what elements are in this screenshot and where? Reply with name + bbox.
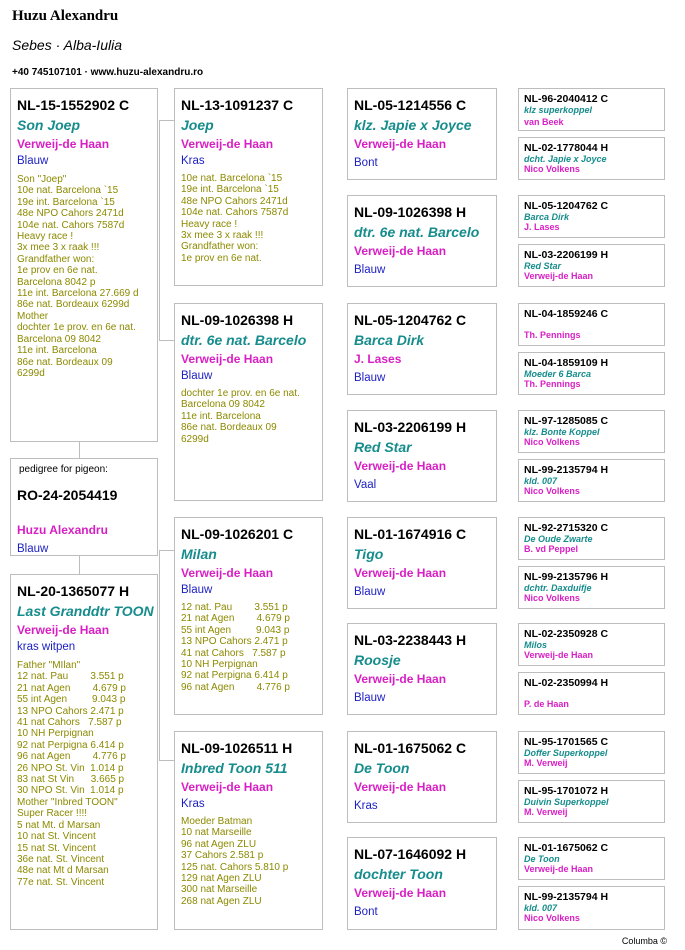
gen3-breeder: Verweij-de Haan bbox=[354, 672, 447, 686]
gen4-ring: NL-95-1701565 C bbox=[524, 736, 609, 748]
footer-credit: Columba © bbox=[621, 936, 667, 946]
subject-color: Blauw bbox=[17, 543, 49, 555]
gen4-card[interactable] bbox=[518, 672, 665, 715]
breeder-location: Sebes · Alba-Iulia bbox=[12, 37, 122, 53]
gen4-name: dcht. Japie x Joyce bbox=[524, 154, 607, 164]
gen2-breeder: Verweij-de Haan bbox=[181, 566, 274, 580]
subject-label: pedigree for pigeon: bbox=[19, 464, 108, 475]
gen3-color: Kras bbox=[354, 800, 378, 812]
dam-notes: Father "MIlan" 12 nat. Pau 3.551 p 21 nat Agen 4.679 p 55 int Agen 9.043 p 13 NPO Cahors 2.471 p 41 nat Cahors 7.587 p 10 NH Perpignan 92 nat Perpigna 6.414 p 96 nat Agen 4.776 p 26 NPO St. Vin 1.014 p 83 nat St Vin 3.665 p 30 NPO St. Vin 1.014 p Mother "Inbred TOON" Super Racer !!!! 5 nat Mt. d Marsan 10 nat St. Vincent 15 nat St. Vincent 36e nat. St. Vincent 48e nat Mt d Marsan 77e nat. St. Vincent bbox=[17, 660, 126, 888]
subject-breeder: Huzu Alexandru bbox=[17, 523, 108, 537]
gen2-breeder: Verweij-de Haan bbox=[181, 137, 274, 151]
gen4-breeder: Verweij-de Haan bbox=[524, 864, 594, 874]
gen3-ring: NL-07-1646092 H bbox=[354, 846, 467, 862]
dam-color: kras witpen bbox=[17, 641, 76, 653]
gen2-breeder: Verweij-de Haan bbox=[181, 780, 274, 794]
gen3-name: dochter Toon bbox=[354, 866, 443, 882]
gen3-ring: NL-01-1674916 C bbox=[354, 526, 467, 542]
gen4-card[interactable] bbox=[518, 837, 665, 880]
gen3-name: dtr. 6e nat. Barcelo bbox=[354, 224, 480, 240]
gen3-color: Blauw bbox=[354, 264, 386, 276]
gen2-breeder: Verweij-de Haan bbox=[181, 352, 274, 366]
gen3-card[interactable] bbox=[347, 303, 497, 395]
gen3-color: Blauw bbox=[354, 586, 386, 598]
gen3-card[interactable] bbox=[347, 88, 497, 180]
gen4-name: Doffer Superkoppel bbox=[524, 748, 608, 758]
gen3-name: Barca Dirk bbox=[354, 332, 425, 348]
gen4-card[interactable] bbox=[518, 731, 665, 774]
gen4-card[interactable] bbox=[518, 195, 665, 238]
gen3-name: Red Star bbox=[354, 439, 412, 455]
gen3-ring: NL-03-2206199 H bbox=[354, 419, 467, 435]
gen4-name: Barca Dirk bbox=[524, 212, 570, 222]
gen4-card[interactable] bbox=[518, 459, 665, 502]
gen4-card[interactable] bbox=[518, 88, 665, 131]
dam-card[interactable] bbox=[10, 574, 158, 930]
gen3-name: Roosje bbox=[354, 652, 401, 668]
gen3-name: De Toon bbox=[354, 760, 410, 776]
sire-card[interactable] bbox=[10, 88, 158, 442]
gen4-ring: NL-03-2206199 H bbox=[524, 249, 609, 261]
gen4-card[interactable] bbox=[518, 410, 665, 453]
gen4-breeder: Th. Pennings bbox=[524, 330, 581, 340]
gen4-name: Moeder 6 Barca bbox=[524, 369, 592, 379]
gen4-breeder: Th. Pennings bbox=[524, 379, 581, 389]
gen3-ring: NL-01-1675062 C bbox=[354, 740, 467, 756]
gen3-color: Blauw bbox=[354, 372, 386, 384]
gen4-ring: NL-97-1285085 C bbox=[524, 415, 609, 427]
subject-ring: RO-24-2054419 bbox=[17, 487, 118, 503]
gen4-breeder: B. vd Peppel bbox=[524, 544, 579, 554]
gen3-breeder: Verweij-de Haan bbox=[354, 886, 447, 900]
gen4-ring: NL-02-2350928 C bbox=[524, 628, 609, 640]
gen2-notes: 10e nat. Barcelona `15 19e int. Barcelona `15 48e NPO Cahors 2471d 104e nat. Cahors 7587d Heavy race ! 3x mee 3 x raak !!! Grandfather won: 1e prov en 6e nat. bbox=[181, 173, 289, 264]
gen4-ring: NL-99-2135794 H bbox=[524, 891, 609, 903]
gen3-breeder: Verweij-de Haan bbox=[354, 780, 447, 794]
dam-ring: NL-20-1365077 H bbox=[17, 583, 130, 599]
gen3-name: klz. Japie x Joyce bbox=[354, 117, 472, 133]
gen4-card[interactable] bbox=[518, 244, 665, 287]
gen2-color: Kras bbox=[181, 155, 205, 167]
gen4-name: kld. 007 bbox=[524, 476, 558, 486]
gen3-color: Bont bbox=[354, 157, 378, 169]
gen4-breeder: Nico Volkens bbox=[524, 593, 580, 603]
sire-breeder: Verweij-de Haan bbox=[17, 137, 110, 151]
gen3-breeder: Verweij-de Haan bbox=[354, 566, 447, 580]
gen2-notes: dochter 1e prov. en 6e nat. Barcelona 09 8042 11e int. Barcelona 86e nat. Bordeaux 09 6299d bbox=[181, 388, 300, 445]
gen2-card[interactable] bbox=[174, 517, 323, 715]
gen4-ring: NL-99-2135794 H bbox=[524, 464, 609, 476]
gen3-color: Bont bbox=[354, 906, 378, 918]
gen3-card[interactable] bbox=[347, 731, 497, 823]
gen4-name: Duivin Superkoppel bbox=[524, 797, 609, 807]
gen4-breeder: Nico Volkens bbox=[524, 164, 580, 174]
gen4-name: De Toon bbox=[524, 854, 560, 864]
gen3-ring: NL-05-1214556 C bbox=[354, 97, 467, 113]
gen2-notes: 12 nat. Pau 3.551 p 21 nat Agen 4.679 p 55 int Agen 9.043 p 13 NPO Cahors 2.471 p 41 nat Cahors 7.587 p 10 NH Perpignan 92 nat Perpigna 6.414 p 96 nat Agen 4.776 p bbox=[181, 602, 290, 693]
gen2-card[interactable] bbox=[174, 303, 323, 501]
gen2-name: Joep bbox=[181, 117, 214, 133]
gen4-card[interactable] bbox=[518, 780, 665, 823]
gen4-breeder: J. Lases bbox=[524, 222, 560, 232]
gen4-card[interactable] bbox=[518, 137, 665, 180]
subject-card[interactable] bbox=[10, 458, 158, 556]
gen3-ring: NL-05-1204762 C bbox=[354, 312, 467, 328]
gen4-card[interactable] bbox=[518, 623, 665, 666]
gen4-ring: NL-92-2715320 C bbox=[524, 522, 609, 534]
gen4-name: Milos bbox=[524, 640, 548, 650]
gen4-card[interactable] bbox=[518, 886, 665, 930]
gen4-breeder: P. de Haan bbox=[524, 699, 569, 709]
gen4-ring: NL-96-2040412 C bbox=[524, 93, 609, 105]
gen3-card[interactable] bbox=[347, 837, 497, 930]
dam-breeder: Verweij-de Haan bbox=[17, 623, 110, 637]
gen4-name: klz superkoppel bbox=[524, 105, 593, 115]
gen2-name: dtr. 6e nat. Barcelo bbox=[181, 332, 307, 348]
sire-name: Son Joep bbox=[17, 117, 81, 133]
gen3-ring: NL-09-1026398 H bbox=[354, 204, 467, 220]
gen3-color: Blauw bbox=[354, 692, 386, 704]
gen4-name: klz. Bonte Koppel bbox=[524, 427, 600, 437]
gen2-color: Kras bbox=[181, 798, 205, 810]
gen2-ring: NL-09-1026398 H bbox=[181, 312, 294, 328]
gen4-breeder: Nico Volkens bbox=[524, 913, 580, 923]
gen4-card[interactable] bbox=[518, 303, 665, 346]
gen4-ring: NL-95-1701072 H bbox=[524, 785, 609, 797]
sire-ring: NL-15-1552902 C bbox=[17, 97, 130, 113]
gen4-ring: NL-04-1859246 C bbox=[524, 308, 609, 320]
gen3-card[interactable] bbox=[347, 517, 497, 609]
gen4-ring: NL-04-1859109 H bbox=[524, 357, 609, 369]
gen2-color: Blauw bbox=[181, 370, 213, 382]
gen4-breeder: Nico Volkens bbox=[524, 437, 580, 447]
gen3-card[interactable] bbox=[347, 410, 497, 502]
gen2-notes: Moeder Batman 10 nat Marseille 96 nat Agen ZLU 37 Cahors 2.581 p 125 nat. Cahors 5.810 p 129 nat Agen ZLU 300 nat Marseille 268 nat Agen ZLU bbox=[181, 816, 289, 907]
gen3-breeder: Verweij-de Haan bbox=[354, 459, 447, 473]
gen4-name: kld. 007 bbox=[524, 903, 558, 913]
gen4-ring: NL-99-2135796 H bbox=[524, 571, 609, 583]
gen4-breeder: Nico Volkens bbox=[524, 486, 580, 496]
gen3-card[interactable] bbox=[347, 195, 497, 287]
gen3-ring: NL-03-2238443 H bbox=[354, 632, 467, 648]
breeder-name: Huzu Alexandru bbox=[12, 8, 119, 24]
gen2-card[interactable] bbox=[174, 731, 323, 930]
breeder-contact: +40 745107101 · www.huzu-alexandru.ro bbox=[12, 67, 204, 78]
gen4-card[interactable] bbox=[518, 352, 665, 395]
gen4-name: De Oude Zwarte bbox=[524, 534, 593, 544]
gen4-card[interactable] bbox=[518, 566, 665, 609]
gen2-card[interactable] bbox=[174, 88, 323, 286]
gen4-card[interactable] bbox=[518, 517, 665, 560]
gen2-ring: NL-13-1091237 C bbox=[181, 97, 294, 113]
gen3-breeder: Verweij-de Haan bbox=[354, 137, 447, 151]
gen4-name: dchtr. Daxduifje bbox=[524, 583, 592, 593]
gen2-name: Milan bbox=[181, 546, 217, 562]
gen4-ring: NL-05-1204762 C bbox=[524, 200, 609, 212]
gen2-ring: NL-09-1026201 C bbox=[181, 526, 294, 542]
gen3-name: Tigo bbox=[354, 546, 384, 562]
gen4-breeder: M. Verweij bbox=[524, 758, 568, 768]
gen4-breeder: M. Verweij bbox=[524, 807, 568, 817]
gen4-ring: NL-02-1778044 H bbox=[524, 142, 609, 154]
gen2-color: Blauw bbox=[181, 584, 213, 596]
gen3-color: Vaal bbox=[354, 479, 377, 491]
gen4-breeder: Verweij-de Haan bbox=[524, 271, 594, 281]
gen2-ring: NL-09-1026511 H bbox=[181, 740, 293, 756]
gen4-ring: NL-01-1675062 C bbox=[524, 842, 609, 854]
gen3-breeder: J. Lases bbox=[354, 352, 402, 366]
gen4-breeder: van Beek bbox=[524, 117, 564, 127]
gen4-breeder: Verweij-de Haan bbox=[524, 650, 594, 660]
gen4-ring: NL-02-2350994 H bbox=[524, 677, 609, 689]
dam-name: Last Granddtr TOON bbox=[17, 603, 154, 619]
sire-notes: Son "Joep" 10e nat. Barcelona `15 19e int. Barcelona `15 48e NPO Cahors 2471d 104e nat. Cahors 7587d Heavy race ! 3x mee 3 x raak !!! Grandfather won: 1e prov en 6e nat. Barcelona 8042 p 11e int. Barcelona 27.669 d 86e nat. Bordeaux 6299d Mother dochter 1e prov. en 6e nat. Barcelona 09 8042 11e int. Barcelona 86e nat. Bordeaux 09 6299d bbox=[17, 174, 139, 379]
gen3-card[interactable] bbox=[347, 623, 497, 715]
gen2-name: Inbred Toon 511 bbox=[181, 760, 288, 776]
gen4-name: Red Star bbox=[524, 261, 562, 271]
gen3-breeder: Verweij-de Haan bbox=[354, 244, 447, 258]
sire-color: Blauw bbox=[17, 155, 49, 167]
